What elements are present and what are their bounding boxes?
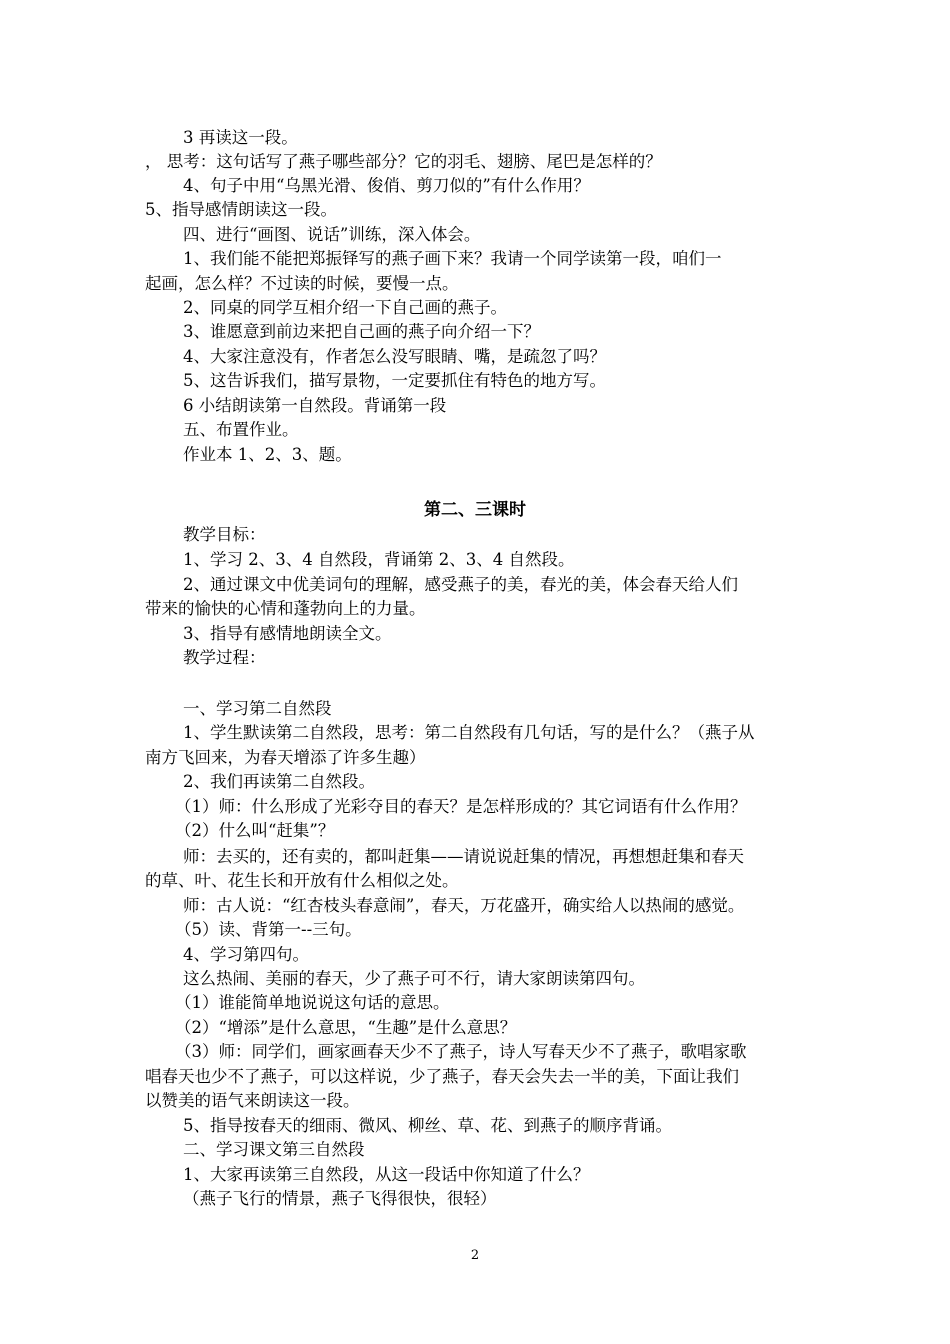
text-line: 五、布置作业。 xyxy=(183,420,299,439)
text-line: 5、指导按春天的细雨、微风、柳丝、草、花、到燕子的顺序背诵。 xyxy=(183,1116,672,1135)
text-line: 唱春天也少不了燕子，可以这样说，少了燕子，春天会失去一半的美，下面让我们 xyxy=(145,1067,739,1086)
text-line: 1、学生默读第二自然段，思考：第二自然段有几句话，写的是什么？（燕子从 xyxy=(183,723,755,742)
text-line: 5、指导感情朗读这一段。 xyxy=(145,200,337,219)
page-number: 2 xyxy=(470,1248,480,1263)
text-line: 一、学习第二自然段 xyxy=(183,699,332,718)
text-line: 四、进行“画图、说话”训练，深入体会。 xyxy=(183,225,481,244)
text-line: 起画，怎么样？不过读的时候，要慢一点。 xyxy=(145,274,459,293)
text-line: ， 思考：这句话写了燕子哪些部分？它的羽毛、翅膀、尾巴是怎样的？ xyxy=(145,152,662,171)
text-line: （2）什么叫“赶集”？ xyxy=(175,821,335,840)
text-line: 的草、叶、花生长和开放有什么相似之处。 xyxy=(145,871,459,890)
text-line: 作业本 1、2、3、题。 xyxy=(183,445,352,464)
text-line: （1）师：什么形成了光彩夺目的春天？是怎样形成的？其它词语有什么作用？ xyxy=(175,797,747,816)
text-line: 教学过程： xyxy=(183,648,266,667)
text-line: 1、大家再读第三自然段，从这一段话中你知道了什么？ xyxy=(183,1165,590,1184)
text-line: （燕子飞行的情景，燕子飞得很快，很轻） xyxy=(183,1189,497,1208)
section-title: 第二、三课时 xyxy=(424,500,526,520)
text-line: （2）“增添”是什么意思，“生趣”是什么意思？ xyxy=(175,1018,517,1037)
text-line: 3、谁愿意到前边来把自己画的燕子向介绍一下？ xyxy=(183,322,540,341)
text-line: 以赞美的语气来朗读这一段。 xyxy=(145,1091,360,1110)
text-line: （3）师：同学们，画家画春天少不了燕子，诗人写春天少不了燕子，歌唱家歌 xyxy=(175,1042,747,1061)
text-line: 2、同桌的同学互相介绍一下自己画的燕子。 xyxy=(183,298,507,317)
text-line: 教学目标： xyxy=(183,525,266,544)
text-line: 3、指导有感情地朗读全文。 xyxy=(183,624,392,643)
text-line: （1）谁能简单地说说这句话的意思。 xyxy=(175,993,450,1012)
text-line: 6 小结朗读第一自然段。背诵第一段 xyxy=(183,396,447,415)
text-line: 二、学习课文第三自然段 xyxy=(183,1140,365,1159)
text-line: 南方飞回来，为春天增添了许多生趣） xyxy=(145,748,426,767)
text-line: 带来的愉快的心情和蓬勃向上的力量。 xyxy=(145,599,426,618)
text-line: 5、这告诉我们，描写景物，一定要抓住有特色的地方写。 xyxy=(183,371,606,390)
text-line: 4、学习第四句。 xyxy=(183,945,309,964)
text-line: 4、句子中用“乌黑光滑、俊俏、剪刀似的”有什么作用？ xyxy=(183,176,590,195)
text-line: （5）读、背第一--三句。 xyxy=(175,920,362,939)
text-line: 2、通过课文中优美词句的理解，感受燕子的美，春光的美，体会春天给人们 xyxy=(183,575,738,594)
text-line: 4、大家注意没有，作者怎么没写眼睛、嘴，是疏忽了吗？ xyxy=(183,347,606,366)
text-line: 1、我们能不能把郑振铎写的燕子画下来？我请一个同学读第一段，咱们一 xyxy=(183,249,722,268)
text-line: 3 再读这一段。 xyxy=(183,128,298,147)
text-line: 2、我们再读第二自然段。 xyxy=(183,772,375,791)
text-line: 1、学习 2、3、4 自然段，背诵第 2、3、4 自然段。 xyxy=(183,550,575,569)
text-line: 师：古人说：“红杏枝头春意闹”，春天，万花盛开，确实给人以热闹的感觉。 xyxy=(183,896,745,915)
text-line: 师：去买的，还有卖的，都叫赶集——请说说赶集的情况，再想想赶集和春天 xyxy=(183,847,744,866)
text-line: 这么热闹、美丽的春天，少了燕子可不行，请大家朗读第四句。 xyxy=(183,969,645,988)
